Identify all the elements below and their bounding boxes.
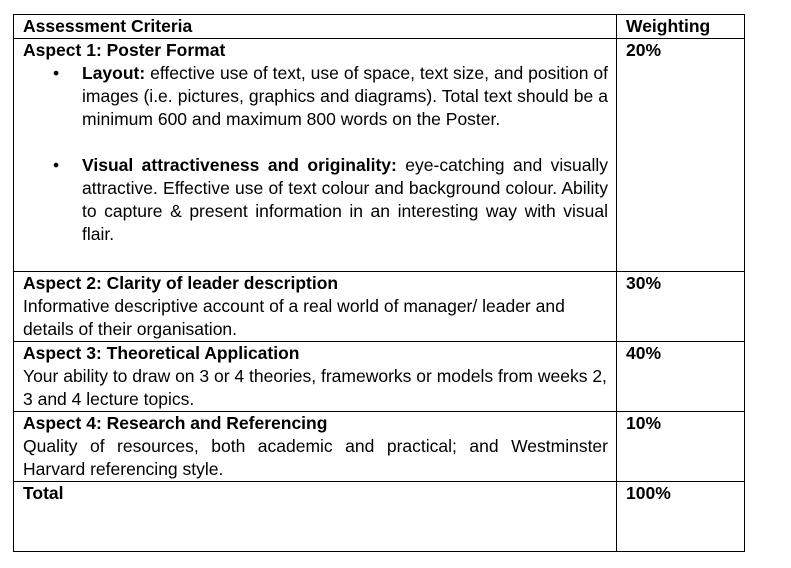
- table-row-aspect-1: [14, 39, 745, 272]
- aspect-2-description: Informative descriptive account of a real world of manager/ leader and details of their organisation.: [23, 296, 565, 339]
- bullet-dot-icon: •: [53, 155, 60, 175]
- aspect-2-title: Aspect 2: Clarity of leader description: [23, 273, 339, 293]
- aspect-1-weight-cell: 20%: [617, 39, 745, 272]
- aspect-4-title: Aspect 4: Research and Referencing: [23, 413, 328, 433]
- bullet-dot-icon: •: [53, 63, 60, 83]
- table-row-aspect-4: [14, 412, 745, 482]
- bullet-visual-label: Visual attractiveness and originality:: [82, 155, 397, 175]
- bullet-spacer: [82, 131, 608, 154]
- aspect-4-weight-cell: 10%: [617, 412, 745, 482]
- header-weighting-cell: Weighting: [617, 15, 745, 39]
- assessment-criteria-table: [13, 14, 745, 552]
- bullet-layout: [53, 62, 608, 131]
- aspect-2-criteria-cell: [14, 272, 617, 342]
- aspect-4-description: Quality of resources, both academic and practical; and Westminster Harvard referencing style.: [23, 436, 608, 479]
- bullet-layout-label: Layout:: [82, 63, 146, 83]
- aspect-1-title: Aspect 1: Poster Format: [23, 40, 226, 60]
- aspect-3-criteria-cell: [14, 342, 617, 412]
- aspect-3-description: Your ability to draw on 3 or 4 theories, frameworks or models from weeks 2, 3 and 4 lecture topics.: [23, 366, 607, 409]
- aspect-3-weight-cell: 40%: [617, 342, 745, 412]
- table-row-total: [14, 482, 745, 552]
- bullet-layout-text: effective use of text, use of space, text size, and position of images (i.e. pictures, graphics and diagrams). Total text should be a minimum 600 and maximum 800 words on the Poster.: [82, 63, 608, 129]
- aspect-1-bullet-list: [23, 62, 608, 246]
- table-row-aspect-3: [14, 342, 745, 412]
- bullet-visual-text: eye-catching and visually attractive. Effective use of text colour and background colour. Ability to capture & present information in an interesting way with visual flair.: [82, 155, 609, 244]
- aspect-2-weight-cell: 30%: [617, 272, 745, 342]
- total-weight-cell: 100%: [617, 482, 745, 552]
- aspect-1-criteria-cell: [14, 39, 617, 272]
- header-criteria-cell: Assessment Criteria: [14, 15, 617, 39]
- aspect-3-title: Aspect 3: Theoretical Application: [23, 343, 300, 363]
- table-row-aspect-2: [14, 272, 745, 342]
- bullet-visual-attractiveness: [53, 154, 609, 246]
- table-header-row: [14, 15, 745, 39]
- total-label-cell: Total: [14, 482, 617, 552]
- aspect-4-criteria-cell: [14, 412, 617, 482]
